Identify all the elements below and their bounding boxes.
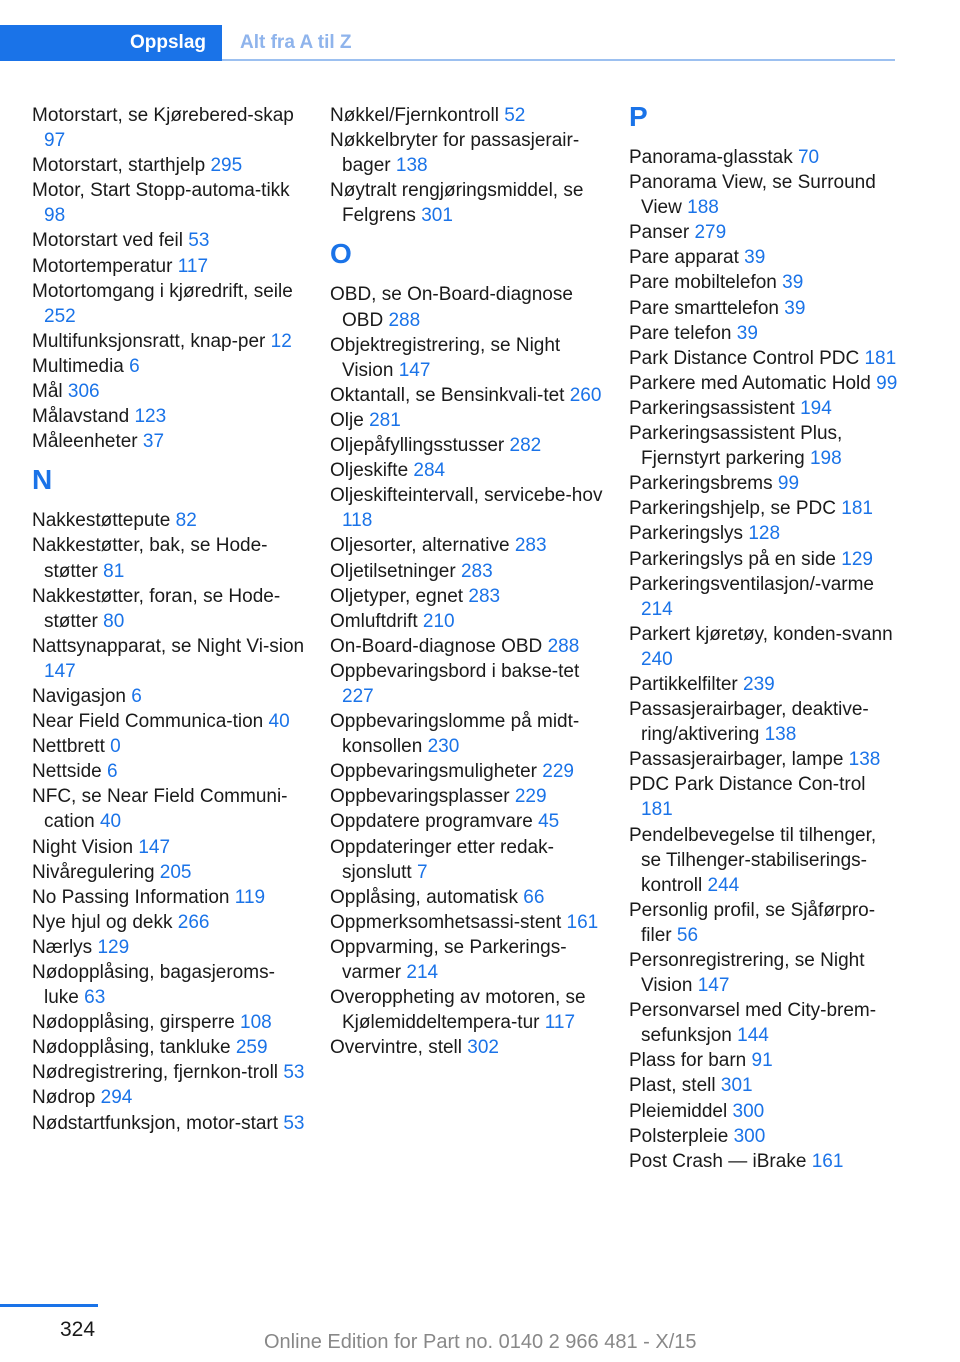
index-entry xyxy=(629,1048,899,1073)
index-entry xyxy=(32,684,307,709)
index-entry-page-link[interactable]: 205 xyxy=(159,861,192,883)
index-entry-page-link[interactable]: 244 xyxy=(707,874,740,896)
index-entry-page-link[interactable]: 6 xyxy=(106,761,118,783)
index-entry-page-link[interactable]: 6 xyxy=(131,685,142,707)
index-entry-term: Polsterpleie xyxy=(629,1125,729,1147)
section-tabs xyxy=(0,25,895,63)
index-entry-page-link[interactable]: 70 xyxy=(797,147,820,168)
index-entry-term: Nattsynapparat, se Night Vi-sion xyxy=(32,635,305,657)
index-entry-page-link[interactable]: 144 xyxy=(737,1025,769,1047)
index-entry-term: Nødopplåsing, tankluke xyxy=(32,1037,231,1059)
index-column-2 xyxy=(330,103,605,1060)
index-entry xyxy=(330,178,605,228)
index-entry xyxy=(629,371,899,396)
index-entry xyxy=(330,784,605,809)
index-entry-term: Oljesorter, alternative xyxy=(330,535,510,557)
index-entry-term: Nødregistrering, fjernkon-troll xyxy=(32,1062,279,1084)
index-entry-page-link[interactable]: 240 xyxy=(641,648,673,670)
index-entry xyxy=(629,622,899,672)
index-entry xyxy=(629,270,899,295)
index-entry-page-link[interactable]: 300 xyxy=(732,1100,765,1122)
index-entry-term: Mål xyxy=(32,381,63,403)
index-entry-page-link[interactable]: 281 xyxy=(369,409,401,431)
index-entry xyxy=(330,103,605,128)
index-entry-term: Motorstart, se Kjørebered-skap xyxy=(32,105,294,126)
index-entry-term: Nøkkel/Fjernkontroll xyxy=(330,105,499,126)
index-entry-term: Nødopplåsing, girsperre xyxy=(32,1012,235,1034)
edition-footer: Online Edition for Part no. 0140 2 966 481 - X/15 xyxy=(264,1331,697,1353)
index-entry xyxy=(32,885,307,910)
index-entry-page-link[interactable]: 302 xyxy=(467,1037,499,1059)
index-letter-heading: P xyxy=(629,101,648,132)
index-entry-term: Motor, Start Stopp-automa-tikk xyxy=(32,180,290,202)
index-entry-page-link[interactable]: 282 xyxy=(509,435,542,457)
index-entry-term: Objektregistrering, se Night Vision xyxy=(330,334,561,381)
index-entry-page-link[interactable]: 117 xyxy=(544,1012,576,1034)
index-entry xyxy=(629,471,899,496)
index-entry xyxy=(32,734,307,759)
index-entry xyxy=(32,354,307,379)
index-entry-page-link[interactable]: 99 xyxy=(876,372,898,394)
index-entry-term: Nakkestøttepute xyxy=(32,510,171,532)
index-entry-page-link[interactable]: 82 xyxy=(175,510,197,532)
index-entry-term: Night Vision xyxy=(32,836,134,858)
index-entry xyxy=(32,228,307,253)
index-entry-page-link[interactable]: 300 xyxy=(733,1125,766,1147)
index-entry xyxy=(330,1035,605,1060)
index-entry-term: Oppmerksomhetsassi-stent xyxy=(330,911,562,933)
index-entry xyxy=(32,759,307,784)
index-entry-term: Nivåregulering xyxy=(32,861,155,883)
index-entry xyxy=(629,1149,899,1174)
index-entry xyxy=(629,948,899,998)
index-entry xyxy=(32,429,307,454)
index-entry-term: Motorstart ved feil xyxy=(32,230,183,252)
index-entry-page-link[interactable]: 63 xyxy=(84,987,106,1009)
index-entry-term: Navigasjon xyxy=(32,685,126,707)
index-entry-term: Målavstand xyxy=(32,406,130,428)
index-entry xyxy=(32,709,307,734)
index-entry-term: Parkert kjøretøy, konden-svann xyxy=(629,623,893,645)
index-entry-page-link[interactable]: 283 xyxy=(460,560,493,582)
index-entry-page-link[interactable]: 123 xyxy=(134,406,167,428)
index-entry-page-link[interactable]: 108 xyxy=(240,1012,272,1034)
index-entry-term: Parkeringsbrems xyxy=(629,473,773,495)
index-entry-page-link[interactable]: 37 xyxy=(142,431,165,453)
index-entry xyxy=(32,1111,307,1136)
index-entry-term: Måleenheter xyxy=(32,431,138,453)
index-entry-term: On-Board-diagnose OBD xyxy=(330,635,543,657)
index-entry xyxy=(330,809,605,834)
index-letter-heading: N xyxy=(32,464,53,496)
index-entry-term: Park Distance Control PDC xyxy=(629,347,860,369)
tab-alt-fra-a-til-z[interactable]: Alt fra A til Z xyxy=(240,32,352,53)
index-entry-page-link[interactable]: 80 xyxy=(103,610,125,632)
index-entry xyxy=(330,383,605,408)
index-entry-term: Plast, stell xyxy=(629,1075,716,1097)
index-entry xyxy=(629,421,899,471)
index-entry-page-link[interactable]: 7 xyxy=(416,861,428,883)
index-entry xyxy=(330,985,605,1035)
index-entry-term: Pare smarttelefon xyxy=(629,297,779,319)
index-entry xyxy=(32,1085,307,1110)
index-entry-term: Oljetilsetninger xyxy=(330,560,456,582)
index-entry xyxy=(32,254,307,279)
index-entry-term: Panorama-glasstak xyxy=(629,147,793,168)
index-column-1 xyxy=(32,103,307,1136)
tab-oppslag[interactable]: Oppslag xyxy=(0,25,222,61)
index-entry-page-link[interactable]: 283 xyxy=(468,585,501,607)
index-entry-term: Oppvarming, se Parkerings-varmer xyxy=(330,936,567,983)
index-entry-page-link[interactable]: 161 xyxy=(566,911,599,933)
index-entry-page-link[interactable]: 288 xyxy=(547,635,580,657)
index-entry-page-link[interactable]: 6 xyxy=(129,355,140,377)
index-entry-page-link[interactable]: 229 xyxy=(514,786,547,808)
index-entry xyxy=(330,835,605,885)
index-entry-page-link[interactable]: 147 xyxy=(697,975,730,997)
index-entry-page-link[interactable]: 306 xyxy=(67,381,100,403)
index-entry xyxy=(32,329,307,354)
index-entry xyxy=(629,998,899,1048)
index-entry xyxy=(32,784,307,834)
index-entry xyxy=(32,584,307,634)
index-entry-term: Oppbevaringsbord i bakse-tet xyxy=(330,660,580,682)
index-entry xyxy=(32,835,307,860)
index-entry-page-link[interactable]: 138 xyxy=(764,724,797,746)
index-entry-page-link[interactable]: 128 xyxy=(748,523,781,545)
index-entry-page-link[interactable]: 227 xyxy=(342,685,374,707)
index-entry-term: Post Crash — iBrake xyxy=(629,1150,807,1172)
index-entry-page-link[interactable]: 91 xyxy=(751,1050,773,1072)
index-entry xyxy=(32,153,307,178)
index-entry xyxy=(32,634,307,684)
index-entry xyxy=(629,747,899,772)
index-entry xyxy=(330,282,605,332)
index-entry xyxy=(330,458,605,483)
index-entry xyxy=(32,533,307,583)
index-entry-term: Oljetyper, egnet xyxy=(330,585,464,607)
index-entry-term: Pendelbevegelse til tilhenger, se Tilhenger-stabiliserings-kontroll xyxy=(629,824,877,896)
index-entry xyxy=(330,483,605,533)
page-number-rule xyxy=(0,1304,98,1307)
index-entry xyxy=(32,935,307,960)
index-entry-term: Multifunksjonsratt, knap-per xyxy=(32,330,266,352)
index-entry-term: Oljeskifte xyxy=(330,460,409,482)
index-entry-term: Plass for barn xyxy=(629,1050,747,1072)
index-entry xyxy=(629,697,899,747)
index-entry xyxy=(629,521,899,546)
index-entry-page-link[interactable]: 266 xyxy=(177,911,210,933)
index-entry-page-link[interactable]: 98 xyxy=(44,205,66,227)
index-entry-page-link[interactable]: 188 xyxy=(687,197,719,219)
index-entry-term: Personvarsel med City-brem-sefunksjon xyxy=(629,1000,877,1047)
index-entry-term: Nettbrett xyxy=(32,736,105,758)
index-entry-page-link[interactable]: 210 xyxy=(422,610,455,632)
index-entry-term: Panorama View, se Surround View xyxy=(629,172,876,219)
index-entry-term: Oktantall, se Bensinkvali-tet xyxy=(330,384,565,406)
index-entry xyxy=(330,634,605,659)
tab-underline xyxy=(222,59,895,61)
index-entry xyxy=(330,584,605,609)
index-entry-term: PDC Park Distance Con-trol xyxy=(629,774,866,796)
index-entry-term: Motortemperatur xyxy=(32,255,173,277)
index-entry-term: Pare mobiltelefon xyxy=(629,272,777,294)
index-entry-term: OBD, se On-Board-diagnose OBD xyxy=(330,284,573,331)
page-number: 324 xyxy=(60,1318,96,1341)
index-entry xyxy=(32,1060,307,1085)
index-entry-term: Olje xyxy=(330,409,364,431)
index-entry-page-link[interactable]: 288 xyxy=(388,309,421,331)
index-entry-page-link[interactable]: 147 xyxy=(44,660,76,682)
index-entry-page-link[interactable]: 39 xyxy=(782,272,804,294)
index-entry-term: Nødstartfunksjon, motor-start xyxy=(32,1112,279,1134)
index-entry-term: Parkeringsassistent xyxy=(629,397,795,419)
index-entry-page-link[interactable]: 56 xyxy=(676,924,699,946)
index-entry-page-link[interactable]: 40 xyxy=(268,711,290,733)
index-entry-page-link[interactable]: 117 xyxy=(177,255,209,277)
index-entry-term: Nødopplåsing, bagasjeroms-luke xyxy=(32,962,275,1009)
index-entry-page-link[interactable]: 259 xyxy=(235,1037,268,1059)
index-entry-term: Parkeringslys xyxy=(629,523,744,545)
index-entry xyxy=(32,1010,307,1035)
index-entry-term: Oppdatere programvare xyxy=(330,811,533,833)
index-entry xyxy=(330,935,605,985)
index-entry-term: Nødrop xyxy=(32,1087,96,1109)
index-entry xyxy=(629,170,899,220)
index-entry xyxy=(32,508,307,533)
index-entry-page-link[interactable]: 53 xyxy=(283,1062,305,1084)
index-entry-page-link[interactable]: 53 xyxy=(283,1112,305,1134)
index-entry-page-link[interactable]: 39 xyxy=(784,297,806,319)
index-entry-term: Pare telefon xyxy=(629,322,732,344)
index-entry-page-link[interactable]: 119 xyxy=(234,886,266,908)
index-entry-page-link[interactable]: 97 xyxy=(44,130,66,152)
index-entry xyxy=(330,559,605,584)
index-entry xyxy=(629,145,899,170)
index-entry-page-link[interactable]: 147 xyxy=(398,359,431,381)
index-entry-page-link[interactable]: 161 xyxy=(811,1150,844,1172)
index-entry-term: Nærlys xyxy=(32,936,93,958)
index-entry-page-link[interactable]: 181 xyxy=(841,498,873,520)
index-entry xyxy=(32,103,307,153)
index-entry-page-link[interactable]: 45 xyxy=(538,811,560,833)
index-entry-term: Oppbevaringsplasser xyxy=(330,786,510,808)
index-entry-term: Panser xyxy=(629,222,690,244)
index-entry-page-link[interactable]: 181 xyxy=(641,799,673,821)
index-entry-term: Nakkestøtter, bak, se Hode-støtter xyxy=(32,535,268,582)
index-entry xyxy=(629,296,899,321)
index-entry-page-link[interactable]: 260 xyxy=(569,384,602,406)
index-entry-term: Parkeringsassistent Plus, Fjernstyrt parkering xyxy=(629,423,843,470)
index-entry xyxy=(32,379,307,404)
index-entry xyxy=(330,533,605,558)
index-entry-term: Overoppheting av motoren, se Kjølemiddeltempera-tur xyxy=(330,987,586,1034)
index-entry-page-link[interactable]: 214 xyxy=(406,962,439,983)
index-entry-term: Personregistrering, se Night Vision xyxy=(629,950,865,997)
index-entry-page-link[interactable]: 214 xyxy=(641,598,673,620)
index-entry xyxy=(32,910,307,935)
index-entry-term: Passasjerairbager, lampe xyxy=(629,749,844,771)
index-entry-page-link[interactable]: 198 xyxy=(809,448,842,470)
index-entry-page-link[interactable]: 129 xyxy=(97,936,130,958)
index-entry-page-link[interactable]: 301 xyxy=(421,205,453,227)
index-entry xyxy=(629,1073,899,1098)
index-entry-term: Parkeringslys på en side xyxy=(629,548,836,570)
index-entry-term: Oljepåfyllingsstusser xyxy=(330,435,505,457)
index-entry-page-link[interactable]: 52 xyxy=(504,105,526,126)
index-entry xyxy=(629,1099,899,1124)
index-column-3 xyxy=(629,103,899,1174)
index-entry-page-link[interactable]: 66 xyxy=(523,886,545,908)
index-entry-page-link[interactable]: 284 xyxy=(413,460,446,482)
index-entry-page-link[interactable]: 81 xyxy=(103,560,125,582)
index-entry xyxy=(32,279,307,329)
index-entry xyxy=(330,885,605,910)
index-entry-page-link[interactable]: 53 xyxy=(188,230,210,252)
index-entry-page-link[interactable]: 147 xyxy=(138,836,171,858)
index-entry-term: Omluftdrift xyxy=(330,610,418,632)
index-entry-page-link[interactable]: 181 xyxy=(864,347,897,369)
index-entry xyxy=(330,759,605,784)
index-entry-term: Nøytralt rengjøringsmiddel, se Felgrens xyxy=(330,180,584,227)
index-entry-page-link[interactable]: 40 xyxy=(99,811,122,833)
index-entry xyxy=(32,860,307,885)
index-entry xyxy=(629,572,899,622)
index-entry-page-link[interactable]: 194 xyxy=(800,397,832,419)
index-entry-term: Motortomgang i kjøredrift, seile xyxy=(32,280,293,302)
index-entry xyxy=(629,346,899,371)
index-entry-term: Near Field Communica-tion xyxy=(32,711,264,733)
index-entry-page-link[interactable]: 118 xyxy=(342,510,373,532)
index-entry xyxy=(629,1124,899,1149)
index-entry-page-link[interactable]: 99 xyxy=(777,473,800,495)
index-entry xyxy=(629,772,899,822)
index-entry-term: Nakkestøtter, foran, se Hode-støtter xyxy=(32,585,281,632)
index-entry xyxy=(330,910,605,935)
index-entry xyxy=(629,220,899,245)
index-entry-term: No Passing Information xyxy=(32,886,230,908)
index-entry xyxy=(330,408,605,433)
index-entry-page-link[interactable]: 0 xyxy=(110,736,121,758)
index-entry-term: Parkere med Automatic Hold xyxy=(629,372,871,394)
index-entry-term: Personlig profil, se Sjåførpro-filer xyxy=(629,899,876,946)
index-entry-page-link[interactable]: 239 xyxy=(743,673,775,695)
index-entry-term: Oppbevaringsmuligheter xyxy=(330,761,538,783)
index-entry xyxy=(330,709,605,759)
index-entry xyxy=(629,672,899,697)
index-entry-term: Nye hjul og dekk xyxy=(32,911,173,933)
index-entry xyxy=(330,128,605,178)
index-entry-page-link[interactable]: 279 xyxy=(694,222,727,244)
index-entry xyxy=(629,496,899,521)
index-entry-term: Parkeringsventilasjon/-varme xyxy=(629,573,874,595)
index-entry-page-link[interactable]: 138 xyxy=(395,155,428,177)
index-entry-page-link[interactable]: 301 xyxy=(720,1075,753,1097)
index-entry xyxy=(330,433,605,458)
index-entry-term: NFC, se Near Field Communi-cation xyxy=(32,786,288,833)
index-entry-term: Multimedia xyxy=(32,355,124,377)
index-entry-page-link[interactable]: 294 xyxy=(100,1087,133,1109)
index-entry-page-link[interactable]: 229 xyxy=(542,761,574,783)
index-entry xyxy=(32,404,307,429)
index-entry-term: Oljeskifteintervall, servicebe-hov xyxy=(330,485,603,507)
index-entry xyxy=(330,659,605,709)
index-entry-page-link[interactable]: 138 xyxy=(848,749,881,771)
index-entry-term: Parkeringshjelp, se PDC xyxy=(629,498,836,520)
index-entry xyxy=(629,547,899,572)
index-entry xyxy=(32,178,307,228)
index-entry-page-link[interactable]: 39 xyxy=(744,247,766,269)
index-entry xyxy=(330,333,605,383)
index-entry-term: Nøkkelbryter for passasjerair-bager xyxy=(330,130,580,177)
index-entry-term: Oppbevaringslomme på midt-konsollen xyxy=(330,711,580,758)
index-entry-term: Motorstart, starthjelp xyxy=(32,155,206,177)
index-entry xyxy=(629,898,899,948)
index-entry-term: Passasjerairbager, deaktive-ring/aktivering xyxy=(629,699,869,746)
index-entry xyxy=(330,609,605,634)
index-entry-term: Pleiemiddel xyxy=(629,1100,728,1122)
index-entry-page-link[interactable]: 252 xyxy=(44,305,76,327)
index-entry-term: Overvintre, stell xyxy=(330,1037,462,1059)
index-entry xyxy=(32,1035,307,1060)
index-entry xyxy=(629,396,899,421)
index-entry-page-link[interactable]: 283 xyxy=(514,535,547,557)
index-entry-page-link[interactable]: 39 xyxy=(736,322,758,344)
index-entry-page-link[interactable]: 230 xyxy=(427,736,460,758)
index-entry-page-link[interactable]: 129 xyxy=(841,548,873,570)
index-entry xyxy=(32,960,307,1010)
index-entry xyxy=(629,823,899,898)
index-entry-page-link[interactable]: 295 xyxy=(210,155,243,177)
index-entry-term: Oppdateringer etter redak-sjonslutt xyxy=(330,836,554,883)
index-entry-page-link[interactable]: 12 xyxy=(270,330,292,352)
index-entry-term: Pare apparat xyxy=(629,247,739,269)
index-entry-term: Partikkelfilter xyxy=(629,673,738,695)
index-letter-heading: O xyxy=(330,238,352,270)
index-entry xyxy=(629,321,899,346)
index-entry xyxy=(629,245,899,270)
index-entry-term: Opplåsing, automatisk xyxy=(330,886,518,908)
index-entry-term: Nettside xyxy=(32,761,102,783)
